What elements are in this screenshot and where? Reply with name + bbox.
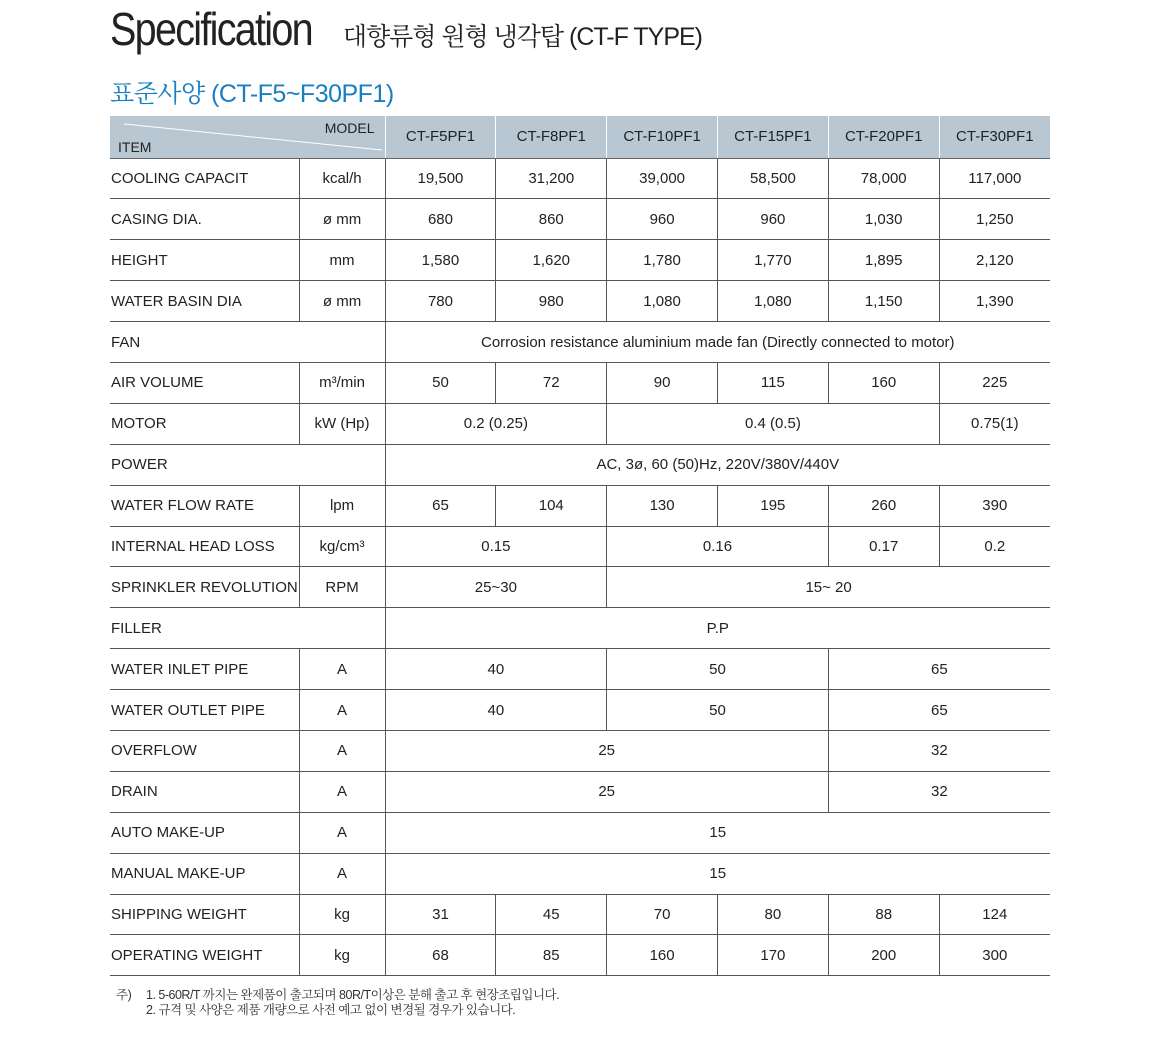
- value-cell: 960: [717, 199, 828, 240]
- table-row: [110, 362, 1050, 403]
- row-unit: ø mm: [299, 281, 385, 322]
- value-cell: 31: [385, 894, 496, 935]
- section-title: 표준사양 (CT-F5~F30PF1): [110, 80, 394, 108]
- value-cell: 1,580: [385, 240, 496, 281]
- table-row: [110, 403, 1050, 444]
- value-cell: 960: [607, 199, 718, 240]
- value-cell: 1,080: [607, 281, 718, 322]
- value-cell: 860: [496, 199, 607, 240]
- table-row: [110, 730, 1050, 771]
- row-unit: kcal/h: [299, 158, 385, 199]
- value-cell: 780: [385, 281, 496, 322]
- value-cell: 680: [385, 199, 496, 240]
- value-cell: 1,895: [828, 240, 939, 281]
- table-row: [110, 771, 1050, 812]
- model-header-cell: CT-F5PF1: [385, 116, 496, 158]
- value-cell: 170: [717, 935, 828, 976]
- row-item-label: OVERFLOW: [110, 730, 299, 771]
- value-cell: 50: [385, 362, 496, 403]
- value-cell: 0.2 (0.25): [385, 403, 607, 444]
- value-cell: 130: [607, 485, 718, 526]
- title-subtitle: 대향류형 원형 냉각탑 (CT-F TYPE): [342, 23, 702, 51]
- value-cell: 50: [607, 649, 829, 690]
- value-cell: 260: [828, 485, 939, 526]
- value-cell: 1,080: [717, 281, 828, 322]
- row-unit: kg: [299, 894, 385, 935]
- row-item-label: WATER FLOW RATE: [110, 485, 299, 526]
- value-cell: 15: [385, 812, 1050, 853]
- value-cell: 90: [607, 362, 718, 403]
- value-cell: 117,000: [939, 158, 1050, 199]
- footnotes: [116, 988, 559, 1018]
- title-main: Specification: [110, 3, 312, 55]
- value-cell: Corrosion resistance aluminium made fan (Directly connected to motor): [385, 322, 1050, 363]
- value-cell: 1,780: [607, 240, 718, 281]
- value-cell: 65: [828, 690, 1050, 731]
- footnote-prefix: 주): [116, 988, 132, 1002]
- model-header-cell: CT-F15PF1: [717, 116, 828, 158]
- value-cell: 15~ 20: [607, 567, 1050, 608]
- value-cell: 980: [496, 281, 607, 322]
- value-cell: 225: [939, 362, 1050, 403]
- value-cell: 58,500: [717, 158, 828, 199]
- value-cell: 104: [496, 485, 607, 526]
- row-unit: A: [299, 812, 385, 853]
- value-cell: 25~30: [385, 567, 607, 608]
- table-row: [110, 526, 1050, 567]
- value-cell: 1,770: [717, 240, 828, 281]
- row-item-label: WATER INLET PIPE: [110, 649, 299, 690]
- row-item-label: AUTO MAKE-UP: [110, 812, 299, 853]
- model-header-cell: CT-F20PF1: [828, 116, 939, 158]
- row-item-label: CASING DIA.: [110, 199, 299, 240]
- value-cell: 50: [607, 690, 829, 731]
- row-unit: kg/cm³: [299, 526, 385, 567]
- value-cell: 68: [385, 935, 496, 976]
- footnote-1: [116, 988, 559, 1003]
- table-row: [110, 485, 1050, 526]
- table-row: [110, 281, 1050, 322]
- value-cell: 0.16: [607, 526, 829, 567]
- table-row: [110, 935, 1050, 976]
- model-header-cell: CT-F10PF1: [607, 116, 718, 158]
- value-cell: AC, 3ø, 60 (50)Hz, 220V/380V/440V: [385, 444, 1050, 485]
- value-cell: 78,000: [828, 158, 939, 199]
- value-cell: 80: [717, 894, 828, 935]
- spec-table: [110, 116, 1050, 976]
- value-cell: 19,500: [385, 158, 496, 199]
- value-cell: 40: [385, 690, 607, 731]
- row-unit: A: [299, 690, 385, 731]
- row-item-label: DRAIN: [110, 771, 299, 812]
- footnote-text: 1. 5-60R/T 까지는 완제품이 출고되며 80R/T이상은 분해 출고 후 현장조립입니다.: [146, 988, 560, 1002]
- value-cell: 1,620: [496, 240, 607, 281]
- row-item-label: INTERNAL HEAD LOSS: [110, 526, 299, 567]
- value-cell: 160: [607, 935, 718, 976]
- row-unit: A: [299, 730, 385, 771]
- value-cell: 1,030: [828, 199, 939, 240]
- value-cell: 195: [717, 485, 828, 526]
- row-item-label: WATER OUTLET PIPE: [110, 690, 299, 731]
- value-cell: 85: [496, 935, 607, 976]
- model-header-cell: CT-F30PF1: [939, 116, 1050, 158]
- value-cell: 2,120: [939, 240, 1050, 281]
- value-cell: 40: [385, 649, 607, 690]
- value-cell: 200: [828, 935, 939, 976]
- page-title: [110, 2, 702, 56]
- row-item-label: MANUAL MAKE-UP: [110, 853, 299, 894]
- footnote-2: 2. 규격 및 사양은 제품 개량으로 사전 예고 없이 변경될 경우가 있습니다.: [146, 1003, 516, 1017]
- table-row: [110, 240, 1050, 281]
- row-item-label: WATER BASIN DIA: [110, 281, 299, 322]
- row-item-label: FAN: [110, 322, 385, 363]
- row-unit: mm: [299, 240, 385, 281]
- value-cell: P.P: [385, 608, 1050, 649]
- value-cell: 124: [939, 894, 1050, 935]
- row-unit: kW (Hp): [299, 403, 385, 444]
- row-unit: m³/min: [299, 362, 385, 403]
- table-row: [110, 853, 1050, 894]
- value-cell: 45: [496, 894, 607, 935]
- row-item-label: OPERATING WEIGHT: [110, 935, 299, 976]
- model-item-corner-cell: [110, 116, 385, 158]
- value-cell: 70: [607, 894, 718, 935]
- row-item-label: COOLING CAPACIT: [110, 158, 299, 199]
- value-cell: 160: [828, 362, 939, 403]
- table-row: [110, 322, 1050, 363]
- model-label: MODEL: [324, 120, 375, 136]
- row-item-label: AIR VOLUME: [110, 362, 299, 403]
- value-cell: 1,250: [939, 199, 1050, 240]
- value-cell: 65: [828, 649, 1050, 690]
- row-item-label: POWER: [110, 444, 385, 485]
- row-item-label: FILLER: [110, 608, 385, 649]
- table-row: [110, 567, 1050, 608]
- row-unit: A: [299, 853, 385, 894]
- row-item-label: SPRINKLER REVOLUTION: [110, 567, 299, 608]
- row-item-label: HEIGHT: [110, 240, 299, 281]
- value-cell: 72: [496, 362, 607, 403]
- row-item-label: MOTOR: [110, 403, 299, 444]
- value-cell: 65: [385, 485, 496, 526]
- value-cell: 32: [828, 771, 1050, 812]
- model-header-cell: CT-F8PF1: [496, 116, 607, 158]
- row-item-label: SHIPPING WEIGHT: [110, 894, 299, 935]
- value-cell: 32: [828, 730, 1050, 771]
- row-unit: A: [299, 771, 385, 812]
- value-cell: 115: [717, 362, 828, 403]
- table-row: [110, 608, 1050, 649]
- value-cell: 0.17: [828, 526, 939, 567]
- value-cell: 1,390: [939, 281, 1050, 322]
- table-row: [110, 444, 1050, 485]
- table-row: [110, 649, 1050, 690]
- row-unit: RPM: [299, 567, 385, 608]
- value-cell: 31,200: [496, 158, 607, 199]
- value-cell: 0.2: [939, 526, 1050, 567]
- table-row: [110, 894, 1050, 935]
- spec-table-body: [110, 158, 1050, 976]
- table-header-row: [110, 116, 1050, 158]
- row-unit: ø mm: [299, 199, 385, 240]
- value-cell: 88: [828, 894, 939, 935]
- value-cell: 25: [385, 730, 828, 771]
- row-unit: A: [299, 649, 385, 690]
- value-cell: 390: [939, 485, 1050, 526]
- table-row: [110, 158, 1050, 199]
- value-cell: 39,000: [607, 158, 718, 199]
- value-cell: 0.75(1): [939, 403, 1050, 444]
- value-cell: 1,150: [828, 281, 939, 322]
- table-row: [110, 199, 1050, 240]
- table-row: [110, 690, 1050, 731]
- item-label: ITEM: [118, 138, 152, 155]
- row-unit: kg: [299, 935, 385, 976]
- row-unit: lpm: [299, 485, 385, 526]
- value-cell: 300: [939, 935, 1050, 976]
- table-row: [110, 812, 1050, 853]
- value-cell: 15: [385, 853, 1050, 894]
- value-cell: 25: [385, 771, 828, 812]
- value-cell: 0.4 (0.5): [607, 403, 939, 444]
- value-cell: 0.15: [385, 526, 607, 567]
